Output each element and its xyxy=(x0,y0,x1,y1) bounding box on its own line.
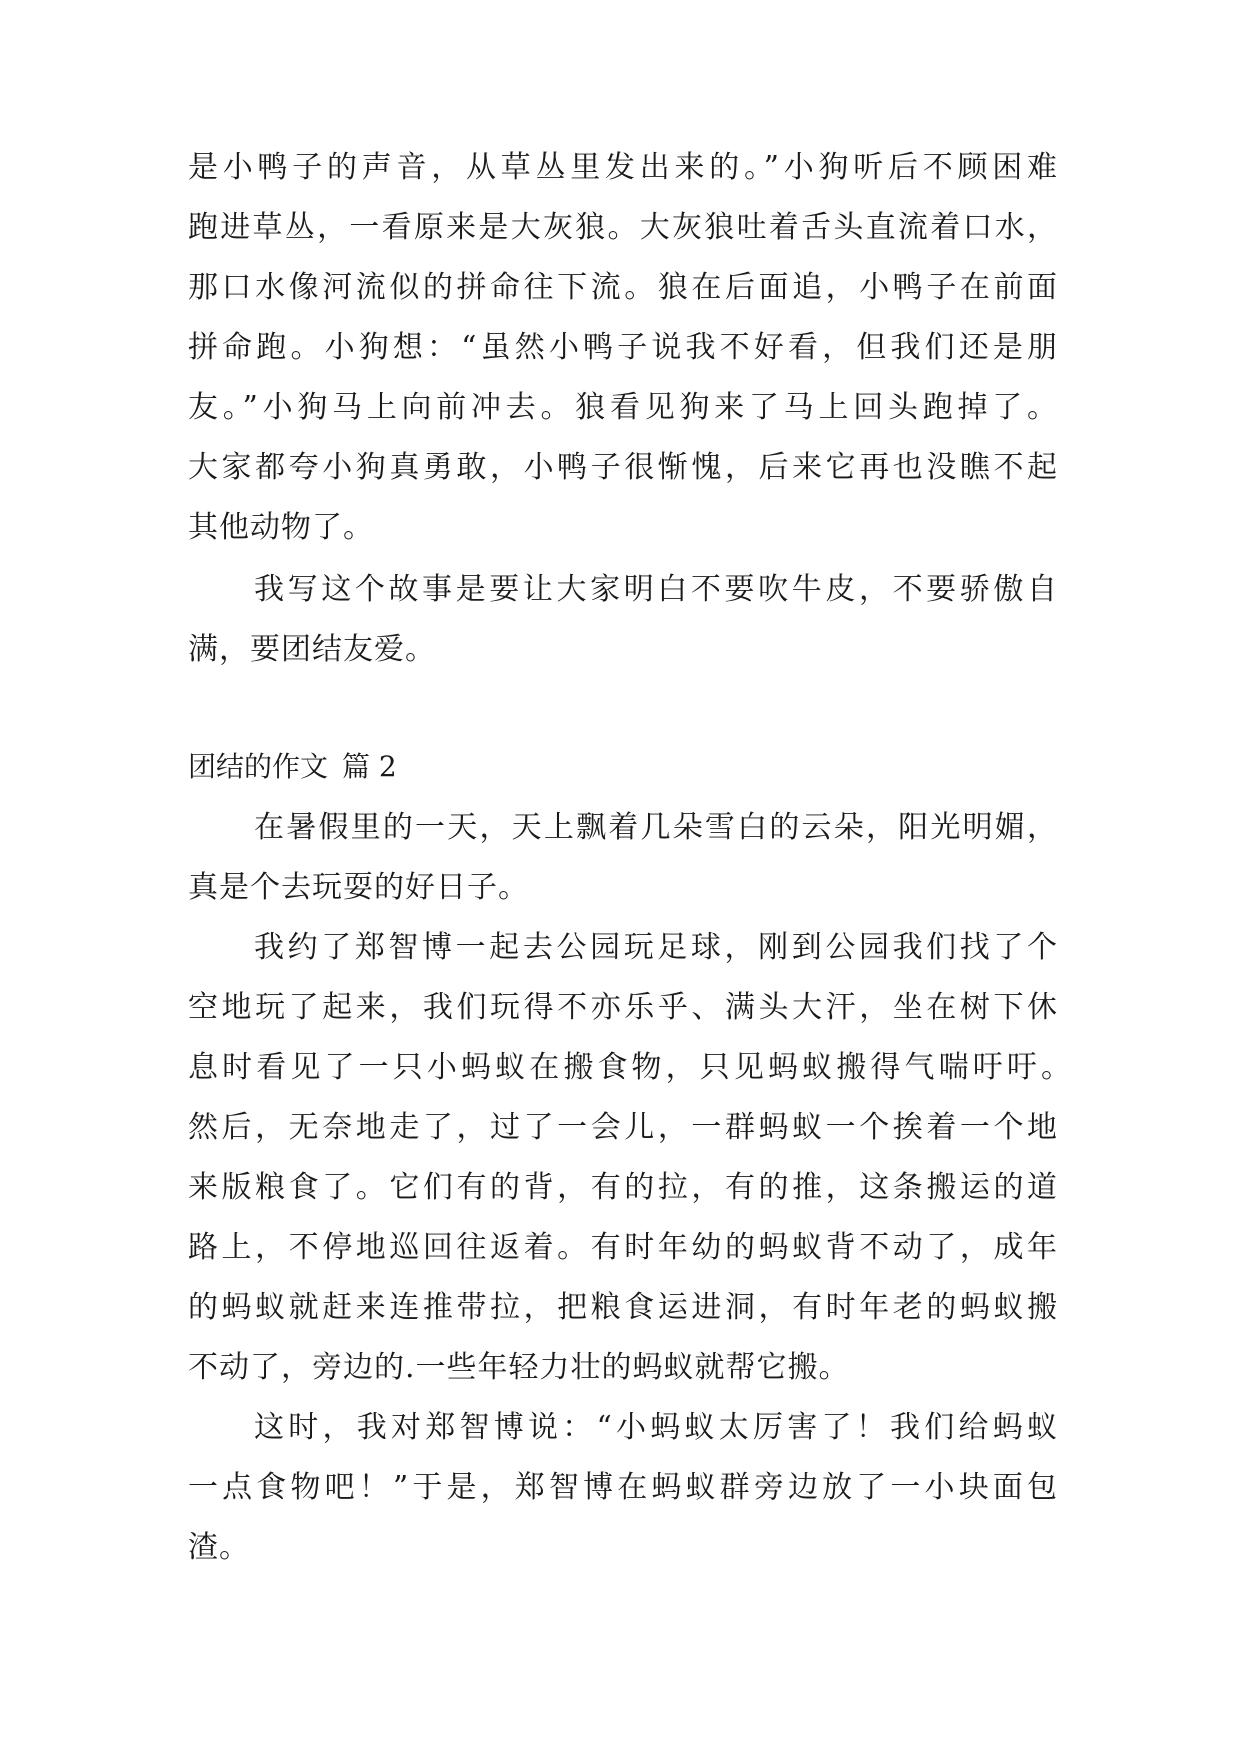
text-line: 不动了，旁边的.一些年轻力壮的蚂蚁就帮它搬。 xyxy=(188,1350,850,1385)
text-line: 一点食物吧！”于是，郑智博在蚂蚁群旁边放了一小块面包 xyxy=(188,1470,1058,1505)
text-line: 满，要团结友爱。 xyxy=(188,632,436,667)
text-line: 路上，不停地巡回往返着。有时年幼的蚂蚁背不动了，成年 xyxy=(188,1230,1058,1265)
text-line: 我约了郑智博一起去公园玩足球，刚到公园我们找了个 xyxy=(254,930,1058,965)
text-line: 友。”小狗马上向前冲去。狼看见狗来了马上回头跑掉了。 xyxy=(188,390,1058,425)
text-line: 在暑假里的一天，天上飘着几朵雪白的云朵，阳光明媚， xyxy=(254,810,1058,845)
text-line: 大家都夸小狗真勇敢，小鸭子很惭愧，后来它再也没瞧不起 xyxy=(188,450,1058,485)
text-line: 我写这个故事是要让大家明白不要吹牛皮，不要骄傲自 xyxy=(254,572,1058,607)
text-line: 跑进草丛，一看原来是大灰狼。大灰狼吐着舌头直流着口水， xyxy=(188,210,1058,245)
text-line: 息时看见了一只小蚂蚁在搬食物，只见蚂蚁搬得气喘吁吁。 xyxy=(188,1050,1072,1085)
text-line: 是小鸭子的声音，从草丛里发出来的。”小狗听后不顾困难 xyxy=(188,150,1058,185)
text-line: 然后，无奈地走了，过了一会儿，一群蚂蚁一个挨着一个地 xyxy=(188,1110,1058,1145)
text-line: 其他动物了。 xyxy=(188,510,374,545)
text-line: 空地玩了起来，我们玩得不亦乐乎、满头大汗，坐在树下休 xyxy=(188,990,1058,1025)
text-line: 渣。 xyxy=(188,1530,250,1565)
section-title: 团结的作文 xyxy=(188,750,329,783)
section-heading xyxy=(188,747,397,787)
text-line: 真是个去玩耍的好日子。 xyxy=(188,870,529,905)
text-line: 那口水像河流似的拼命往下流。狼在后面追，小鸭子在前面 xyxy=(188,270,1058,305)
text-line: 来版粮食了。它们有的背，有的拉，有的推，这条搬运的道 xyxy=(188,1170,1058,1205)
section-number: 篇 2 xyxy=(342,750,397,783)
text-line: 这时，我对郑智博说：“小蚂蚁太厉害了！我们给蚂蚁 xyxy=(254,1410,1058,1445)
text-line: 拼命跑。小狗想：“虽然小鸭子说我不好看，但我们还是朋 xyxy=(188,330,1058,365)
text-line: 的蚂蚁就赶来连推带拉，把粮食运进洞，有时年老的蚂蚁搬 xyxy=(188,1290,1058,1325)
